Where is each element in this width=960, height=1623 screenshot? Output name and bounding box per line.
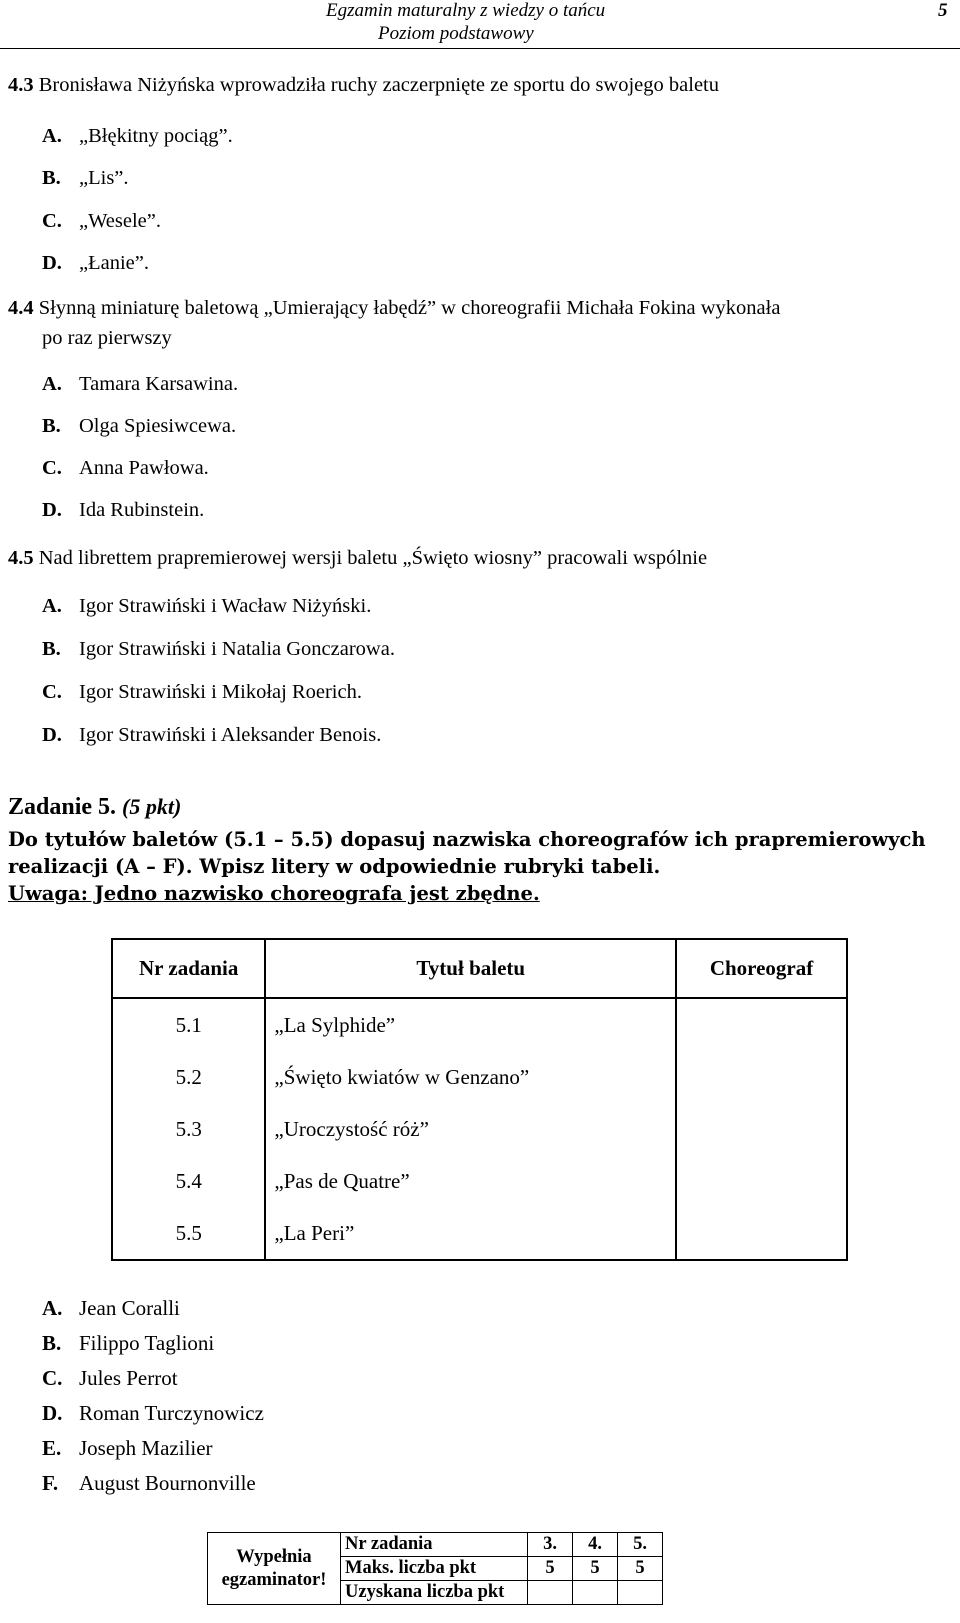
row-number: 5.2 [112,1051,265,1103]
option-d[interactable] [42,499,204,522]
task-number: 4. [573,1533,618,1557]
question-text: Bronisława Niżyńska wprowadziła ruchy zaczerpnięte ze sportu do swojego baletu [38,74,719,96]
option-letter: A. [42,125,62,147]
task-number: 5. [618,1533,663,1557]
task-number: 3. [528,1533,573,1557]
header-rule [0,48,960,49]
option-text: „Błękitny pociąg”. [79,125,233,147]
option-letter: C. [42,457,62,479]
header-tytul-baletu: Tytuł baletu [265,939,676,998]
option-a[interactable] [42,125,233,148]
question-number: 4.4 [8,297,34,319]
option-text: Olga Spiesiwcewa. [79,415,237,437]
choreographer-letter: F. [42,1471,59,1495]
max-points: 5 [528,1557,573,1581]
table-header-row [112,939,847,998]
option-letter: B. [42,638,61,660]
row-label: Uzyskana liczba pkt [341,1581,528,1605]
row-label: Nr zadania [341,1533,528,1557]
question-text: Słynną miniaturę baletową „Umierający łabędź” w choreografii Michała Fokina wykonała [38,297,781,319]
max-points: 5 [618,1557,663,1581]
choreographer-item [42,1471,256,1496]
examiner-label [208,1533,341,1605]
option-c[interactable] [42,210,161,233]
table-row [112,1103,847,1155]
exam-level: Poziom podstawowy [378,23,534,44]
choreographer-name: Filippo Taglioni [79,1331,215,1355]
choreographer-letter: B. [42,1331,62,1355]
examiner-box [207,1532,663,1605]
row-number: 5.4 [112,1155,265,1207]
choreographer-name: Jean Coralli [79,1296,180,1320]
option-d[interactable] [42,252,149,275]
option-letter: C. [42,210,62,232]
task-5-instruction [8,826,958,907]
option-text: Ida Rubinstein. [79,499,205,521]
option-letter: C. [42,681,62,703]
page-header [0,0,960,52]
option-b[interactable] [42,638,395,661]
row-number: 5.5 [112,1207,265,1260]
option-a[interactable] [42,595,371,618]
task-5-title [8,794,181,821]
task-title: Zadanie 5. [8,794,117,820]
option-letter: D. [42,724,62,746]
question-number: 4.5 [8,547,34,569]
row-number: 5.3 [112,1103,265,1155]
option-b[interactable] [42,415,236,438]
choreographer-name: Roman Turczynowicz [79,1401,264,1425]
option-letter: B. [42,415,61,437]
choreographer-item [42,1366,178,1391]
choreographer-letter: C. [42,1366,63,1390]
choreographer-item [42,1436,213,1461]
instruction-text: Do tytułów baletów (5.1 – 5.5) dopasuj nazwiska choreografów ich prapremierowych realizacji (A – F). Wpisz litery w odpowiednie rubryki tabeli. [8,828,926,878]
option-d[interactable] [42,724,381,747]
obtained-points-cell[interactable] [618,1581,663,1605]
table-row [112,1051,847,1103]
option-letter: A. [42,373,62,395]
option-a[interactable] [42,373,238,396]
option-c[interactable] [42,457,209,480]
choreographer-answer-cell[interactable] [676,1051,847,1103]
header-nr-zadania: Nr zadania [112,939,265,998]
answer-table [111,938,848,1261]
choreographer-answer-cell[interactable] [676,1207,847,1260]
choreographer-answer-cell[interactable] [676,998,847,1051]
choreographer-item [42,1296,180,1321]
choreographer-letter: E. [42,1436,62,1460]
choreographer-item [42,1401,264,1426]
option-text: „Wesele”. [79,210,161,232]
choreographer-answer-cell[interactable] [676,1103,847,1155]
obtained-points-cell[interactable] [528,1581,573,1605]
ballet-title: „La Sylphide” [265,998,676,1051]
ballet-title: „Święto kwiatów w Genzano” [265,1051,676,1103]
table-row [112,998,847,1051]
page-number: 5 [938,0,948,21]
choreographer-name: Jules Perrot [79,1366,178,1390]
question-4-5 [8,543,953,573]
instruction-note: Uwaga: Jedno nazwisko choreografa jest zbędne. [8,882,540,905]
row-number: 5.1 [112,998,265,1051]
option-text: Igor Strawiński i Wacław Niżyński. [79,595,372,617]
choreographer-answer-cell[interactable] [676,1155,847,1207]
option-letter: B. [42,167,61,189]
option-c[interactable] [42,681,362,704]
option-text: Igor Strawiński i Mikołaj Roerich. [79,681,362,703]
option-text: „Lis”. [79,167,129,189]
option-text: Anna Pawłowa. [79,457,209,479]
option-text: Tamara Karsawina. [79,373,239,395]
question-4-3 [8,70,953,100]
obtained-points-cell[interactable] [573,1581,618,1605]
task-points: (5 pkt) [122,794,182,819]
question-text-cont: po raz pierwszy [42,327,172,349]
choreographer-letter: A. [42,1296,63,1320]
max-points: 5 [573,1557,618,1581]
table-row [112,1207,847,1260]
question-text: Nad librettem prapremierowej wersji baletu „Święto wiosny” pracowali wspólnie [38,547,708,569]
choreographer-item [42,1331,214,1356]
ballet-title: „Pas de Quatre” [265,1155,676,1207]
option-letter: D. [42,499,62,521]
table-row [112,1155,847,1207]
exam-title: Egzamin maturalny z wiedzy o tańcu [326,0,606,21]
choreographer-name: August Bournonville [79,1471,256,1495]
option-letter: D. [42,252,62,274]
row-label: Maks. liczba pkt [341,1557,528,1581]
question-4-4 [8,293,953,353]
ballet-title: „Uroczystość róż” [265,1103,676,1155]
header-choreograf: Choreograf [676,939,847,998]
option-text: Igor Strawiński i Aleksander Benois. [79,724,382,746]
option-text: Igor Strawiński i Natalia Gonczarowa. [79,638,395,660]
examiner-label-line2: egzaminator! [221,1569,327,1590]
ballet-title: „La Peri” [265,1207,676,1260]
option-letter: A. [42,595,62,617]
option-text: „Łanie”. [79,252,149,274]
choreographer-name: Joseph Mazilier [79,1436,213,1460]
choreographer-letter: D. [42,1401,63,1425]
question-number: 4.3 [8,74,34,96]
examiner-label-line1: Wypełnia [236,1546,312,1567]
option-b[interactable] [42,167,129,190]
